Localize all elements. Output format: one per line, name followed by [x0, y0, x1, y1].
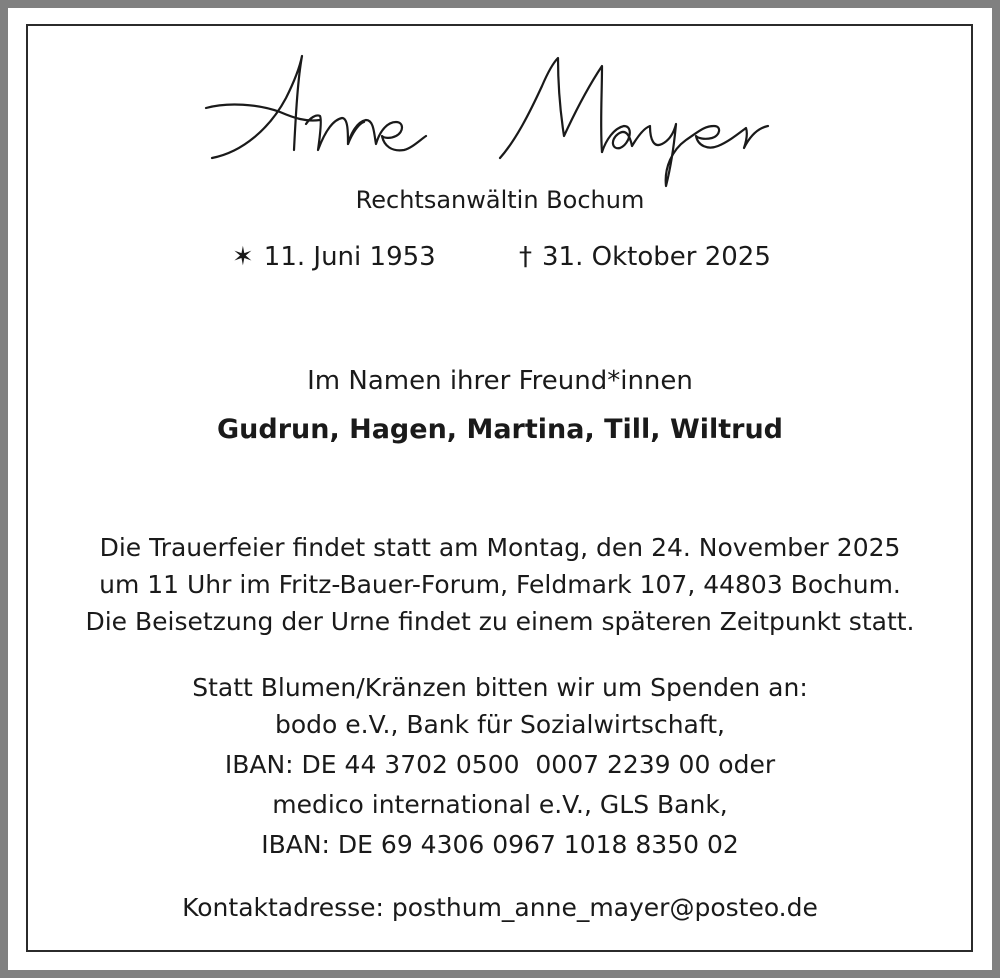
mourners-names: Gudrun, Hagen, Martina, Till, Wiltrud	[216, 414, 784, 445]
name-signature	[198, 40, 798, 190]
contact-address: Kontaktadresse: posthum_anne_mayer@posteo.de	[182, 893, 818, 922]
ceremony-line: Die Trauerfeier findet statt am Montag, den 24. November 2025	[99, 533, 901, 562]
birth-date	[232, 242, 436, 272]
donation-line: bodo e.V., Bank für Sozialwirtschaft,	[275, 710, 725, 739]
death-date	[519, 242, 771, 272]
donation-line: IBAN: DE 44 3702 0500 0007 2239 00 oder	[224, 750, 776, 779]
cross-icon: †	[519, 242, 532, 272]
death-date-text: 31. Oktober 2025	[542, 242, 771, 272]
ceremony-line: Die Beisetzung der Urne findet zu einem späteren Zeitpunkt statt.	[85, 607, 915, 636]
ceremony-line: um 11 Uhr im Fritz-Bauer-Forum, Feldmark 107, 44803 Bochum.	[99, 570, 901, 599]
birth-date-text: 11. Juni 1953	[263, 242, 436, 272]
donation-line: medico international e.V., GLS Bank,	[272, 790, 728, 819]
donation-line: IBAN: DE 69 4306 0967 1018 8350 02	[261, 830, 739, 859]
donation-line: Statt Blumen/Kränzen bitten wir um Spenden an:	[192, 673, 808, 702]
star-icon: ✶	[232, 242, 254, 272]
mourners-intro: Im Namen ihrer Freund*innen	[307, 366, 693, 396]
profession-subtitle: Rechtsanwältin Bochum	[355, 186, 645, 214]
